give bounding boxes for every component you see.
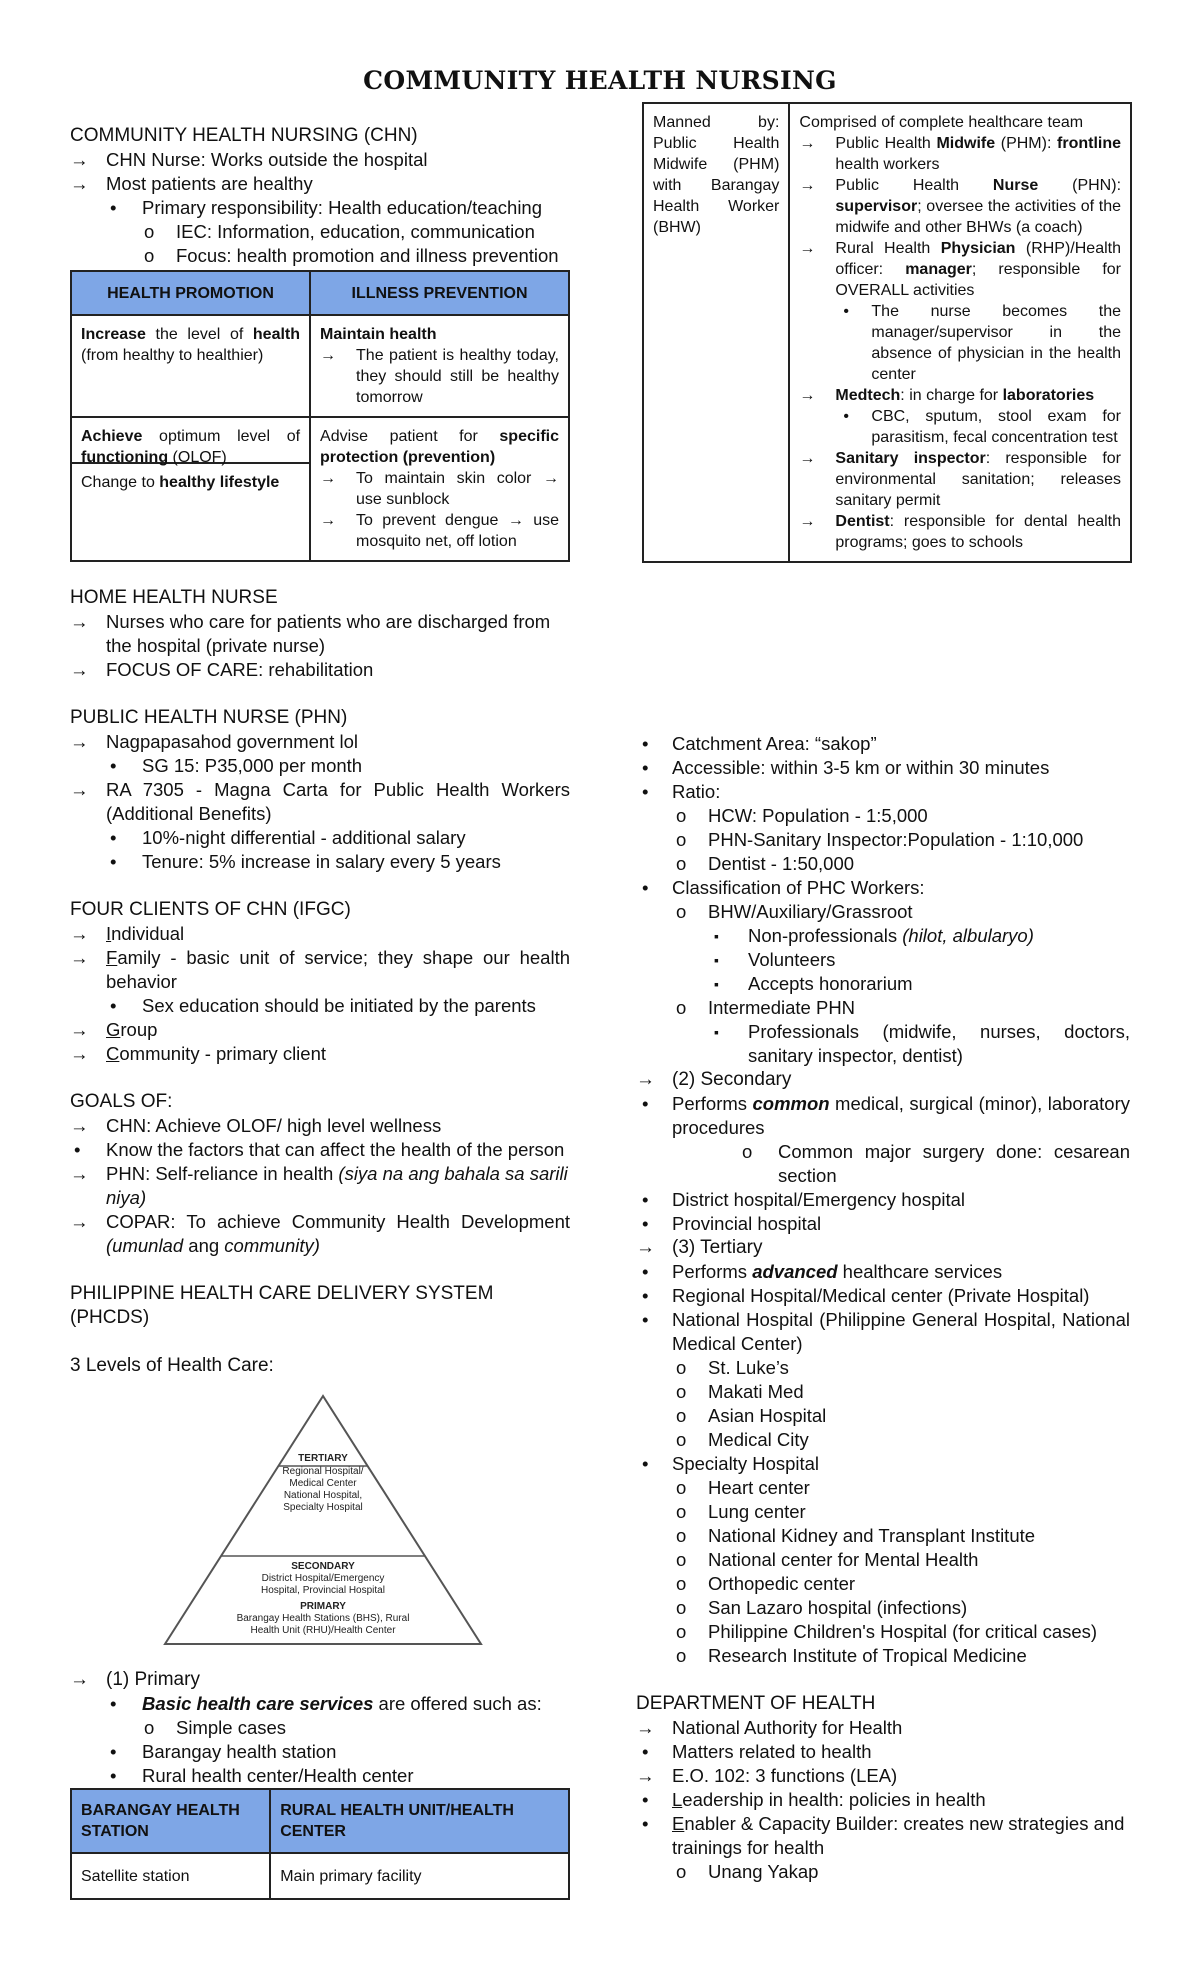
list-item: • Primary responsibility: Health education/teaching: [70, 196, 570, 220]
list-item: o Heart center: [636, 1476, 1130, 1500]
table-cell: Manned by: Public Health Midwife (PHM) with Barangay Health Worker (BHW): [643, 103, 789, 562]
list-item: • Leadership in health: policies in health: [636, 1788, 1130, 1812]
levels-heading: 3 Levels of Health Care:: [70, 1355, 274, 1376]
list-item: • Regional Hospital/Medical center (Private Hospital): [636, 1284, 1130, 1308]
list-item: • Provincial hospital: [636, 1212, 1130, 1236]
list-item: o Asian Hospital: [636, 1404, 1130, 1428]
list-item: • Tenure: 5% increase in salary every 5 years: [70, 850, 570, 874]
list-item: ▪ Accepts honorarium: [636, 972, 1130, 996]
health-promotion-table: [70, 270, 570, 562]
list-item: • SG 15: P35,000 per month: [70, 754, 570, 778]
list-item: o PHN-Sanitary Inspector:Population - 1:10,000: [636, 828, 1130, 852]
table-cell: Satellite station: [71, 1853, 270, 1899]
phcds-heading: PHILIPPINE HEALTH CARE DELIVERY SYSTEM (PHCDS): [70, 1283, 494, 1328]
list-item: • National Hospital (Philippine General Hospital, National Medical Center): [636, 1308, 1130, 1356]
phn-heading: PUBLIC HEALTH NURSE (PHN): [70, 707, 348, 728]
bhs-rhu-table: [70, 1788, 570, 1900]
table-header: BARANGAY HEALTH STATION: [71, 1789, 270, 1853]
rhu-continuation-table: [642, 102, 1132, 563]
list-item: o Focus: health promotion and illness prevention: [70, 244, 570, 268]
table-header: HEALTH PROMOTION: [71, 271, 310, 315]
list-item: • Know the factors that can affect the health of the person: [74, 1139, 565, 1160]
list-item: → CHN Nurse: Works outside the hospital: [70, 148, 570, 172]
table-cell: Maintain health → The patient is healthy today, they should still be healthy tomorrow: [310, 315, 569, 417]
list-item: → Most patients are healthy: [70, 172, 570, 196]
list-item: → Nagpapasahod government lol: [70, 730, 570, 754]
list-item: • Sex education should be initiated by the parents: [70, 994, 570, 1018]
list-item: • Enabler & Capacity Builder: creates new strategies and trainings for health: [636, 1812, 1130, 1860]
primary-heading: → (1) Primary: [70, 1668, 570, 1692]
list-item: • Specialty Hospital: [636, 1452, 1130, 1476]
list-item: → RA 7305 - Magna Carta for Public Health Workers (Additional Benefits): [70, 778, 570, 826]
pyramid-tertiary-title: TERTIARY: [298, 1453, 348, 1464]
pyramid-text: Barangay Health Stations (BHS), Rural: [236, 1613, 410, 1624]
list-item: o Unang Yakap: [636, 1860, 1130, 1884]
list-item: o Orthopedic center: [636, 1572, 1130, 1596]
pyramid-secondary-title: SECONDARY: [291, 1561, 355, 1572]
list-item: → Individual: [70, 922, 570, 946]
table-cell: Achieve optimum level of functioning (OLOF) Change to healthy lifestyle: [71, 417, 310, 561]
list-item: • Barangay health station: [70, 1740, 570, 1764]
list-item: • Catchment Area: “sakop”: [636, 732, 1130, 756]
list-item: • Classification of PHC Workers:: [636, 876, 1130, 900]
list-item: → CHN: Achieve OLOF/ high level wellness: [70, 1114, 570, 1138]
list-item: ▪ Professionals (midwife, nurses, doctors, sanitary inspector, dentist): [636, 1020, 1130, 1068]
pyramid-text: District Hospital/Emergency: [261, 1573, 385, 1584]
table-cell: Advise patient for specific protection (prevention) → To maintain skin color → use sunblock → To prevent dengue → use mosquito net, off lotion: [310, 417, 569, 561]
tertiary-heading: → (3) Tertiary: [636, 1237, 763, 1258]
table-header: ILLNESS PREVENTION: [310, 271, 569, 315]
goals-heading: GOALS OF:: [70, 1091, 173, 1112]
table-cell: Main primary facility: [270, 1853, 569, 1899]
list-item: → FOCUS OF CARE: rehabilitation: [70, 658, 570, 682]
list-item: • District hospital/Emergency hospital: [636, 1188, 1130, 1212]
table-cell: Increase the level of health (from healthy to healthier): [71, 315, 310, 417]
list-item: ▪ Non-professionals (hilot, albularyo): [636, 924, 1130, 948]
list-item: o Simple cases: [70, 1716, 570, 1740]
pyramid-text: Specialty Hospital: [283, 1502, 363, 1513]
secondary-heading: → (2) Secondary: [636, 1069, 792, 1090]
list-item: ▪ Volunteers: [636, 948, 1130, 972]
health-care-pyramid: [70, 1378, 570, 1668]
list-item: → National Authority for Health: [636, 1717, 903, 1738]
clients-heading: FOUR CLIENTS OF CHN (IFGC): [70, 899, 351, 920]
list-item: • Basic health care services are offered such as:: [70, 1692, 570, 1716]
list-item: • Accessible: within 3-5 km or within 30 minutes: [636, 756, 1130, 780]
list-item: → Group: [70, 1018, 570, 1042]
list-item: • Rural health center/Health center: [70, 1764, 570, 1788]
list-item: o Dentist - 1:50,000: [636, 852, 1130, 876]
list-item: → E.O. 102: 3 functions (LEA): [636, 1765, 898, 1786]
list-item: • Ratio:: [636, 780, 1130, 804]
pyramid-primary-title: PRIMARY: [300, 1601, 346, 1612]
pyramid-text: Medical Center: [289, 1478, 357, 1489]
home-heading: HOME HEALTH NURSE: [70, 587, 278, 608]
list-item: → PHN: Self-reliance in health (siya na ang bahala sa sarili niya): [70, 1162, 570, 1210]
list-item: o IEC: Information, education, communication: [70, 220, 570, 244]
table-cell: Comprised of complete healthcare team → Public Health Midwife (PHM): frontline health workers → Public Health Nurse (PHN): supervisor; oversee the activities of the midwife and other BHWs (a coach) → Rural Health Physician (RHP)/Health officer: manager; responsible for OVERALL activities • The nurse becomes the manager/supervisor in the absence of physician in the health center → Medtech: in charge for laboratories • CBC, sputum, stool exam for parasitism, fecal concentration test → Sanitary inspector: responsible for environmental sanitation; releases sanitary permit → Dentist: responsible for dental health programs; goes to schools: [789, 103, 1131, 562]
list-item: → COPAR: To achieve Community Health Development (umunlad ang community): [70, 1210, 570, 1258]
list-item: → Community - primary client: [70, 1042, 570, 1066]
list-item: o Lung center: [636, 1500, 1130, 1524]
left-column: [70, 124, 570, 1900]
list-item: • Matters related to health: [636, 1740, 1130, 1764]
list-item: o Common major surgery done: cesarean section: [636, 1140, 1130, 1188]
list-item: o San Lazaro hospital (infections): [636, 1596, 1130, 1620]
list-item: o BHW/Auxiliary/Grassroot: [636, 900, 1130, 924]
chn-heading: COMMUNITY HEALTH NURSING (CHN): [70, 125, 418, 146]
list-item: o HCW: Population - 1:5,000: [636, 804, 1130, 828]
list-item: • Performs advanced healthcare services: [636, 1260, 1130, 1284]
pyramid-text: Hospital, Provincial Hospital: [261, 1585, 385, 1596]
list-item: • 10%-night differential - additional salary: [70, 826, 570, 850]
right-column: [636, 732, 1130, 1884]
list-item: o National center for Mental Health: [636, 1548, 1130, 1572]
list-item: o St. Luke’s: [636, 1356, 1130, 1380]
list-item: → Family - basic unit of service; they shape our health behavior: [70, 946, 570, 994]
page-title: COMMUNITY HEALTH NURSING: [363, 66, 837, 95]
list-item: o Intermediate PHN: [636, 996, 1130, 1020]
doh-heading: DEPARTMENT OF HEALTH: [636, 1693, 876, 1714]
pyramid-text: Regional Hospital/: [282, 1466, 364, 1477]
list-item: o Research Institute of Tropical Medicine: [636, 1644, 1130, 1668]
list-item: o Medical City: [636, 1428, 1130, 1452]
list-item: o Philippine Children's Hospital (for critical cases): [636, 1620, 1130, 1644]
pyramid-text: Health Unit (RHU)/Health Center: [250, 1625, 396, 1636]
list-item: o National Kidney and Transplant Institute: [636, 1524, 1130, 1548]
list-item: o Makati Med: [636, 1380, 1130, 1404]
list-item: → Nurses who care for patients who are discharged from the hospital (private nurse): [70, 610, 570, 658]
table-header: RURAL HEALTH UNIT/HEALTH CENTER: [270, 1789, 569, 1853]
list-item: • Performs common medical, surgical (minor), laboratory procedures: [636, 1092, 1130, 1140]
pyramid-text: National Hospital,: [283, 1490, 363, 1501]
